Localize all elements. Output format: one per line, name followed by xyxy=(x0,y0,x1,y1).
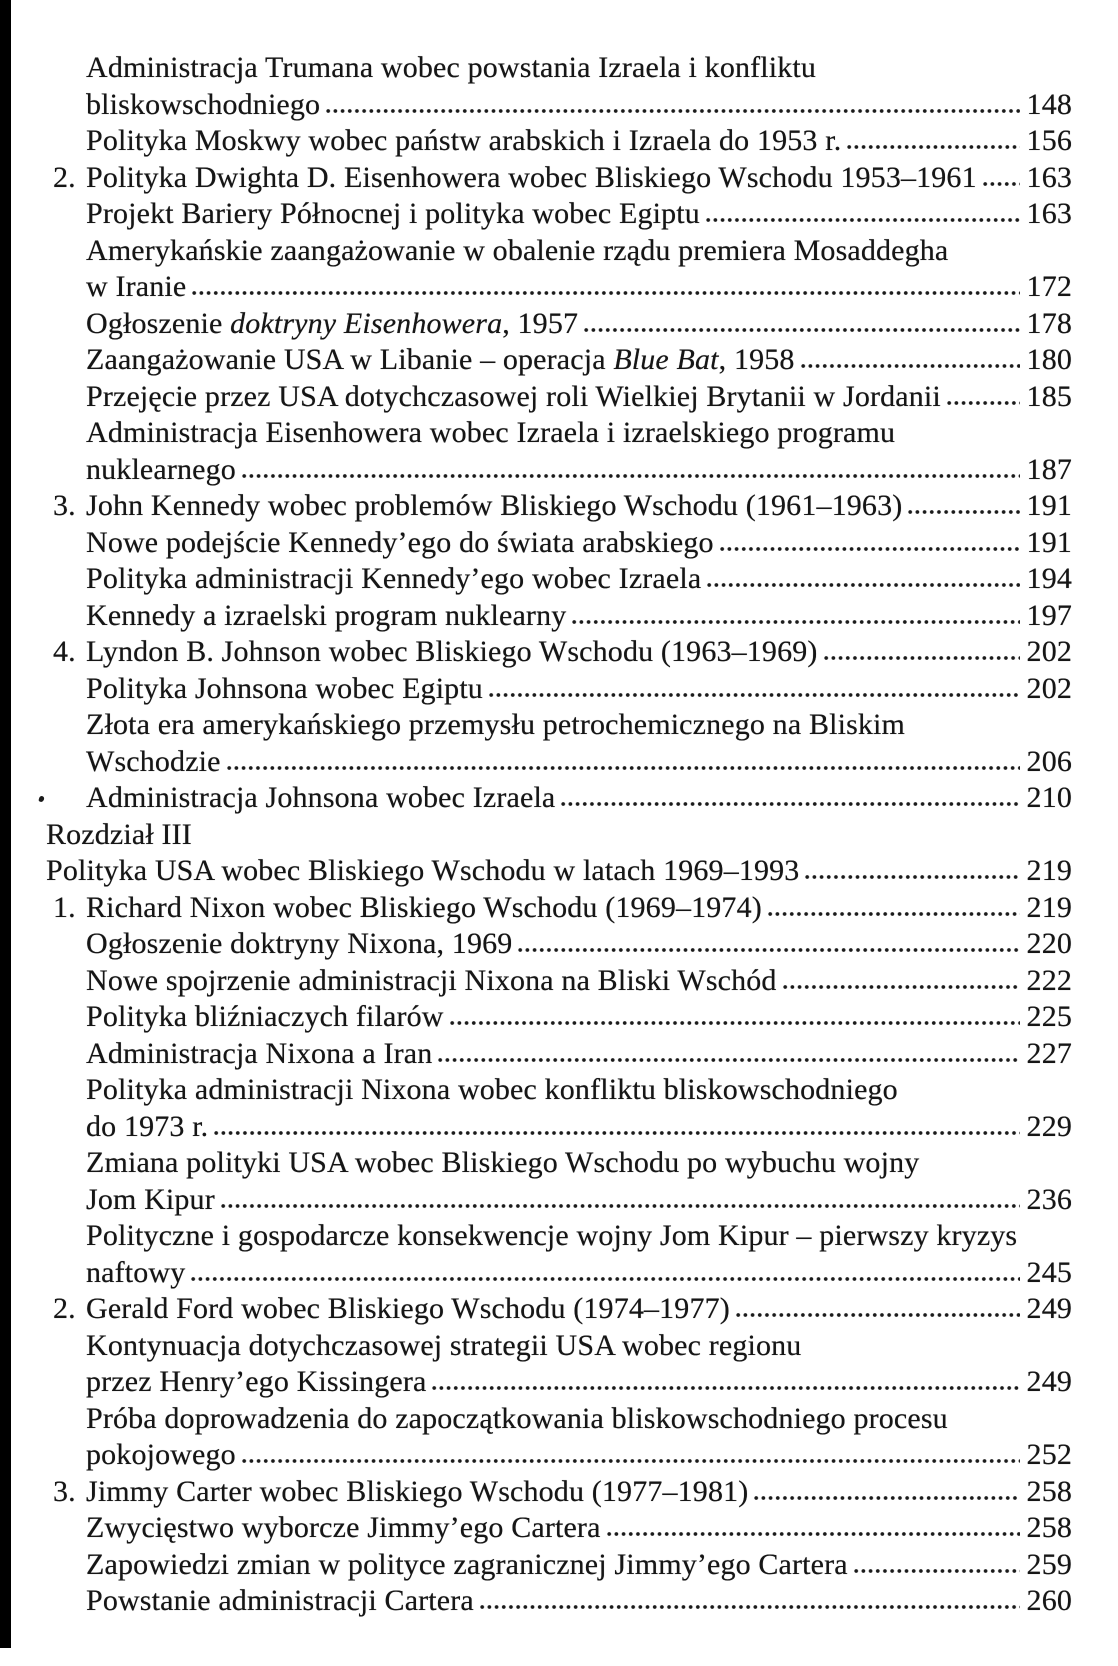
toc-entry-text: naftowy xyxy=(86,1255,186,1289)
toc-line xyxy=(46,269,1072,306)
toc-line xyxy=(46,452,1072,489)
toc-line xyxy=(46,1474,1072,1511)
toc-entry-text: Ogłoszenie doktryny Eisenhowera, 1957 xyxy=(86,306,579,340)
toc-entry-text: Jom Kipur xyxy=(86,1182,215,1216)
page-number: 206 xyxy=(1026,744,1072,778)
toc-entry-text: Nowe podejście Kennedy’ego do świata arabskiego xyxy=(86,525,714,559)
toc-line xyxy=(46,1072,1072,1109)
page-number: 197 xyxy=(1026,598,1072,632)
toc-line xyxy=(46,1328,1072,1365)
toc-line xyxy=(46,1182,1072,1219)
toc-line xyxy=(46,853,1072,890)
dot-leader xyxy=(908,509,1020,515)
dot-leader xyxy=(768,911,1020,917)
dot-leader xyxy=(983,181,1020,187)
toc-line xyxy=(46,707,1072,744)
dot-leader xyxy=(242,1458,1020,1464)
dot-leader xyxy=(783,984,1020,990)
dot-leader xyxy=(227,765,1020,771)
toc-entry-text: Próba doprowadzenia do zapoczątkowania bliskowschodniego procesu xyxy=(86,1401,948,1435)
dot-leader xyxy=(221,1203,1020,1209)
toc-line xyxy=(46,890,1072,927)
page-number: 148 xyxy=(1026,87,1072,121)
page-number: 236 xyxy=(1026,1182,1072,1216)
dot-leader xyxy=(854,1568,1020,1574)
toc-line xyxy=(46,233,1072,270)
page-number: 259 xyxy=(1026,1547,1072,1581)
toc-line xyxy=(46,1036,1072,1073)
toc-line xyxy=(46,671,1072,708)
toc-entry-text: Zaangażowanie USA w Libanie – operacja Blue Bat, 1958 xyxy=(86,343,795,376)
toc-entry-text: Projekt Bariery Północnej i polityka wobec Egiptu xyxy=(86,197,700,230)
dot-leader xyxy=(824,655,1020,661)
dot-leader xyxy=(720,546,1020,552)
toc-line xyxy=(46,1145,1072,1182)
page-number: 191 xyxy=(1026,525,1072,559)
page-number: 252 xyxy=(1026,1438,1072,1471)
dot-leader xyxy=(801,363,1020,369)
dot-leader xyxy=(242,473,1020,479)
toc-entry-text: w Iranie xyxy=(86,270,187,303)
dot-leader xyxy=(707,582,1020,588)
toc-entry-text: Zwycięstwo wyborcze Jimmy’ego Cartera xyxy=(86,1511,601,1544)
page-number: 163 xyxy=(1026,160,1072,194)
page-number: 222 xyxy=(1026,963,1072,997)
toc-line xyxy=(46,1255,1072,1292)
page-number: 180 xyxy=(1026,343,1072,376)
toc-line xyxy=(46,1437,1072,1474)
toc-entry-text: Richard Nixon wobec Bliskiego Wschodu (1969–1974) xyxy=(86,890,762,924)
toc-line xyxy=(46,561,1072,598)
page-number: 210 xyxy=(1026,781,1072,814)
toc-line xyxy=(46,817,1072,854)
toc-line xyxy=(46,415,1072,452)
toc-entry-text: Zapowiedzi zmian w polityce zagranicznej Jimmy’ego Cartera xyxy=(86,1547,848,1581)
page-number: 187 xyxy=(1026,452,1072,486)
toc-entry-text: Amerykańskie zaangażowanie w obalenie rządu premiera Mosaddegha xyxy=(86,233,949,267)
toc-line xyxy=(46,123,1072,160)
toc-line xyxy=(46,926,1072,963)
dot-leader xyxy=(805,874,1020,880)
dot-leader xyxy=(518,947,1020,953)
page-number: 185 xyxy=(1026,379,1072,413)
toc-line xyxy=(46,1364,1072,1401)
toc-line xyxy=(46,1583,1072,1620)
toc-line xyxy=(46,160,1072,197)
toc-line xyxy=(46,379,1072,416)
toc-line xyxy=(46,1218,1072,1255)
page-number: 220 xyxy=(1026,927,1072,960)
page-number: 219 xyxy=(1026,890,1072,924)
toc-line xyxy=(46,87,1072,124)
dot-leader xyxy=(584,327,1020,333)
dot-leader xyxy=(192,290,1020,296)
page-number: 219 xyxy=(1026,854,1072,887)
toc-entry-text: Polityka USA wobec Bliskiego Wschodu w latach 1969–1993 xyxy=(46,854,800,887)
dot-leader xyxy=(450,1020,1020,1026)
toc-entry-text: Gerald Ford wobec Bliskiego Wschodu (1974–1977) xyxy=(86,1292,730,1325)
page-number: 260 xyxy=(1026,1584,1072,1617)
item-number: 3. xyxy=(53,1474,76,1508)
dot-leader xyxy=(438,1057,1020,1063)
item-number: 2. xyxy=(53,160,76,194)
dot-leader xyxy=(432,1385,1020,1391)
page-number: 156 xyxy=(1026,124,1072,157)
toc-entry-text: bliskowschodniego xyxy=(86,87,321,121)
page-number: 194 xyxy=(1026,562,1072,595)
dot-leader xyxy=(561,801,1020,807)
toc-line xyxy=(46,780,1072,817)
dot-leader xyxy=(947,400,1020,406)
toc-line xyxy=(46,525,1072,562)
dot-leader xyxy=(489,692,1020,698)
toc-entry-text: Administracja Johnsona wobec Izraela xyxy=(86,781,556,814)
toc-entry-text: Polityka Moskwy wobec państw arabskich i Izraela do 1953 r. xyxy=(86,124,842,157)
toc-entry-text: Polityka bliźniaczych filarów xyxy=(86,1000,444,1033)
page-number: 258 xyxy=(1026,1511,1072,1544)
item-number: 1. xyxy=(53,890,76,924)
toc-line xyxy=(46,1291,1072,1328)
toc-line xyxy=(46,1109,1072,1146)
toc-line xyxy=(46,342,1072,379)
toc-entry-text: pokojowego xyxy=(86,1438,236,1471)
toc-entry-text: Administracja Eisenhowera wobec Izraela i izraelskiego programu xyxy=(86,416,896,449)
toc-line xyxy=(46,488,1072,525)
toc-entry-text: Polityczne i gospodarcze konsekwencje wojny Jom Kipur – pierwszy kryzys xyxy=(86,1219,1018,1252)
dot-leader xyxy=(191,1276,1020,1282)
page-number: 249 xyxy=(1026,1292,1072,1325)
dot-leader xyxy=(480,1604,1020,1610)
toc-entry-text: Polityka administracji Nixona wobec konfliktu bliskowschodniego xyxy=(86,1073,898,1106)
toc-entry-text: Złota era amerykańskiego przemysłu petrochemicznego na Bliskim xyxy=(86,708,906,741)
page-number: 202 xyxy=(1026,635,1072,668)
toc-line xyxy=(46,1510,1072,1547)
toc-line xyxy=(46,744,1072,781)
dot-leader xyxy=(754,1495,1020,1501)
toc-entry-text: Wschodzie xyxy=(86,744,221,778)
toc-line xyxy=(46,1547,1072,1584)
toc-entry-text: Kontynuacja dotychczasowej strategii USA wobec regionu xyxy=(86,1328,802,1362)
page-number: 225 xyxy=(1026,1000,1072,1033)
toc-entry-text: Jimmy Carter wobec Bliskiego Wschodu (1977–1981) xyxy=(86,1474,749,1508)
dot-leader xyxy=(736,1312,1020,1318)
dot-leader xyxy=(572,619,1020,625)
toc-entry-text: Administracja Trumana wobec powstania Izraela i konfliktu xyxy=(86,51,817,84)
toc-entry-text: Kennedy a izraelski program nuklearny xyxy=(86,598,567,632)
toc-entry-text: Lyndon B. Johnson wobec Bliskiego Wschodu (1963–1969) xyxy=(86,635,818,668)
toc-entry-text: Nowe spojrzenie administracji Nixona na Bliski Wschód xyxy=(86,963,777,997)
toc-line xyxy=(46,50,1072,87)
page-number: 227 xyxy=(1026,1036,1072,1070)
toc-line xyxy=(46,963,1072,1000)
page-number: 202 xyxy=(1026,671,1072,705)
dot-leader xyxy=(214,1130,1020,1136)
page-number: 229 xyxy=(1026,1109,1072,1143)
dot-leader xyxy=(847,144,1020,150)
dot-leader xyxy=(326,108,1020,114)
toc-line xyxy=(46,598,1072,635)
toc-line xyxy=(46,634,1072,671)
toc-entry-text: Rozdział III xyxy=(46,817,192,851)
toc-line xyxy=(46,999,1072,1036)
item-number: 3. xyxy=(53,489,76,522)
toc-entry-text: nuklearnego xyxy=(86,452,236,486)
toc-entry-text: Polityka administracji Kennedy’ego wobec Izraela xyxy=(86,562,702,595)
toc-entry-text: Powstanie administracji Cartera xyxy=(86,1584,474,1617)
toc-line xyxy=(46,306,1072,343)
toc-entry-text: Ogłoszenie doktryny Nixona, 1969 xyxy=(86,927,513,960)
dot-leader xyxy=(706,217,1020,223)
item-number: 2. xyxy=(53,1292,76,1325)
page-number: 245 xyxy=(1026,1255,1072,1289)
page-number: 191 xyxy=(1026,489,1072,522)
page-number: 258 xyxy=(1026,1474,1072,1508)
page-number: 249 xyxy=(1026,1365,1072,1398)
page-number: 178 xyxy=(1026,306,1072,340)
toc-line xyxy=(46,1401,1072,1438)
toc-entry-text: John Kennedy wobec problemów Bliskiego Wschodu (1961–1963) xyxy=(86,489,903,522)
toc-entry-text: do 1973 r. xyxy=(86,1109,209,1143)
toc-line xyxy=(46,196,1072,233)
toc-entry-text: Przejęcie przez USA dotychczasowej roli Wielkiej Brytanii w Jordanii xyxy=(86,379,941,413)
dot-leader xyxy=(607,1531,1020,1537)
toc-entry-text: Polityka Dwighta D. Eisenhowera wobec Bliskiego Wschodu 1953–1961 xyxy=(86,160,977,194)
toc-entry-text: przez Henry’ego Kissingera xyxy=(86,1365,427,1398)
toc-entry-text: Polityka Johnsona wobec Egiptu xyxy=(86,671,483,705)
page-number: 172 xyxy=(1026,270,1072,303)
item-number: 4. xyxy=(53,635,76,668)
toc-entry-text: Administracja Nixona a Iran xyxy=(86,1036,433,1070)
page-number: 163 xyxy=(1026,197,1072,230)
toc-entry-text: Zmiana polityki USA wobec Bliskiego Wschodu po wybuchu wojny xyxy=(86,1146,920,1179)
